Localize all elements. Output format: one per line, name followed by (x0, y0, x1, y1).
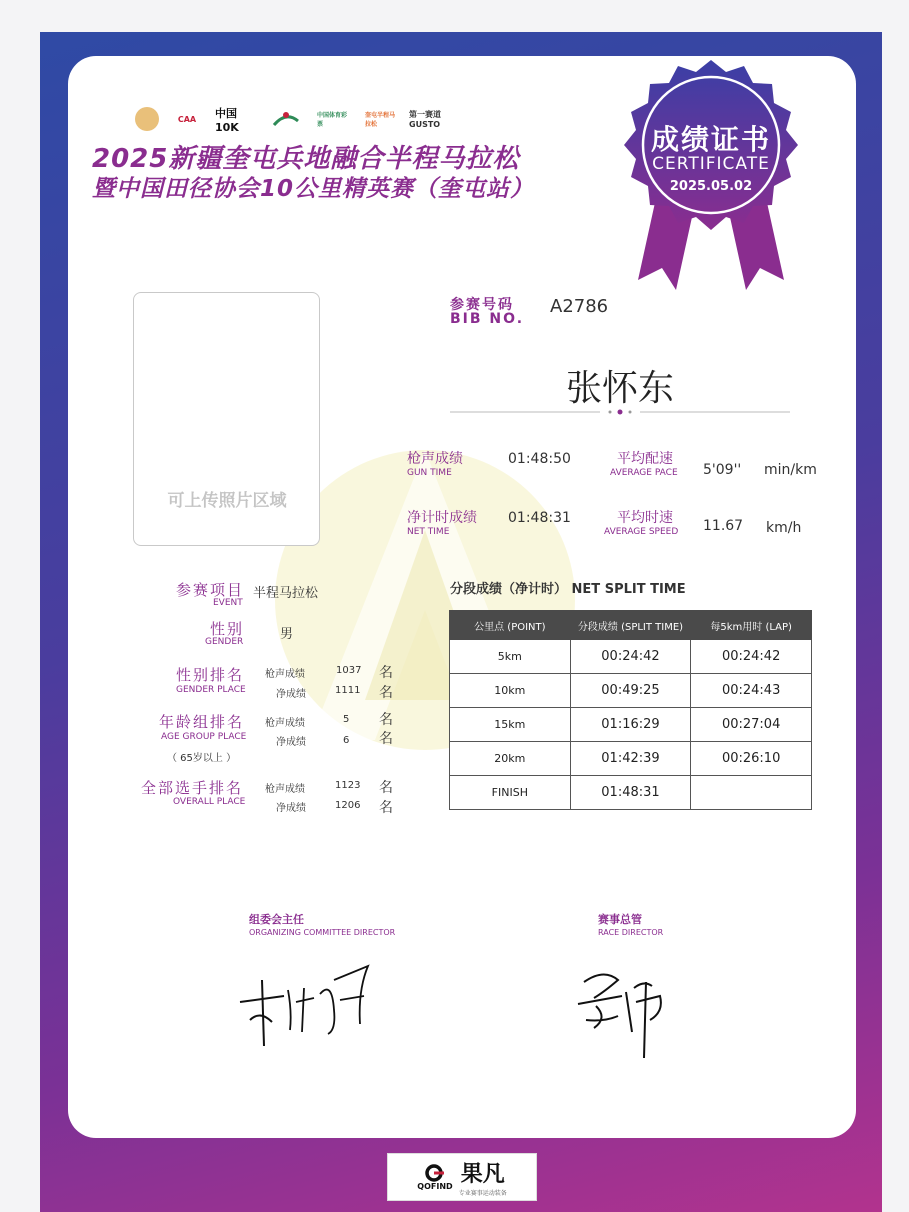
overall-gun-unit: 名 (379, 780, 393, 796)
race-director-signature (574, 962, 674, 1062)
badge-title-cn: 成绩证书 (650, 123, 771, 156)
split-point: 20km (450, 742, 571, 776)
overall-net-rank: 1206 (335, 800, 361, 811)
caa-logo: CAA (177, 114, 197, 124)
kuitun-marathon-logo: 奎屯半程马拉松 (365, 112, 396, 128)
overall-place-label-en: OVERALL PLACE (173, 797, 246, 807)
split-time: 01:42:39 (570, 742, 691, 776)
age-place-label-cn: 年龄组排名 (159, 713, 245, 731)
gender-place-label-en: GENDER PLACE (176, 685, 246, 695)
overall-gun-rank: 1123 (335, 780, 361, 791)
gender-net-rank: 1111 (335, 685, 361, 696)
badge-date: 2025.05.02 (669, 179, 753, 194)
age-net-rank: 6 (343, 735, 350, 746)
badge-title-en: CERTIFICATE (652, 154, 770, 174)
gender-place-label-cn: 性别排名 (176, 666, 245, 684)
header-point: 公里点 (POINT) (450, 611, 571, 640)
table-row (450, 776, 812, 810)
footer-brand-sub: 专业赛事运动装备 (458, 1190, 507, 1197)
race-director-title-en: RACE DIRECTOR (598, 928, 664, 937)
split-title-en: NET SPLIT TIME (571, 582, 686, 597)
gender-value: 男 (280, 627, 294, 642)
qofind-logo (417, 1164, 452, 1191)
gender-label-en: GENDER (205, 637, 244, 647)
age-net-unit: 名 (379, 731, 393, 747)
net-time-value: 01:48:31 (508, 510, 571, 526)
age-group-range: （ 65岁以上 ） (167, 753, 237, 764)
split-lap: 00:24:43 (691, 674, 812, 708)
event-label-en: EVENT (213, 598, 243, 608)
speed-label-en: AVERAGE SPEED (604, 527, 679, 537)
net-time-label-cn: 净计时成绩 (407, 510, 477, 526)
pace-label-en: AVERAGE PACE (610, 468, 678, 478)
header-lap: 每5km用时 (LAP) (691, 611, 812, 640)
gender-gun-unit: 名 (379, 665, 393, 681)
header-split-time: 分段成绩 (SPLIT TIME) (570, 611, 691, 640)
speed-unit: km/h (766, 520, 802, 536)
split-time: 01:48:31 (570, 776, 691, 810)
gusto-logo: 第一赛道 GUSTO (409, 110, 441, 129)
net-time-label-en: NET TIME (407, 527, 450, 537)
sponsor-logos (135, 104, 535, 134)
sports-lottery-logo: 中国体育彩票 (317, 112, 348, 128)
split-time: 00:24:42 (570, 640, 691, 674)
event-title-line2: 暨中国田径协会10公里精英赛（奎屯站） (92, 176, 535, 202)
speed-value: 11.67 (703, 518, 744, 534)
qofind-icon (424, 1164, 446, 1182)
split-point: 10km (450, 674, 571, 708)
certificate-badge (616, 58, 806, 294)
event-title-line1: 2025新疆奎屯兵地融合半程马拉松 (92, 144, 520, 174)
age-gun-label: 枪声成绩 (265, 718, 305, 729)
split-title-cn: 分段成绩（净计时） (450, 582, 568, 597)
overall-gun-label: 枪声成绩 (265, 784, 305, 795)
event-value: 半程马拉松 (253, 586, 319, 601)
gender-gun-rank: 1037 (336, 665, 362, 676)
china-10k-logo: 中国 10K (215, 106, 239, 134)
overall-net-unit: 名 (379, 800, 393, 816)
overall-place-label-cn: 全部选手排名 (141, 779, 244, 797)
split-time-table (449, 610, 812, 810)
gender-gun-label: 枪声成绩 (265, 669, 305, 680)
gender-net-label: 净成绩 (276, 689, 306, 700)
footer-brand-en: QOFIND (417, 1181, 453, 1191)
committee-director-signature (236, 950, 376, 1050)
split-point: 5km (450, 640, 571, 674)
gender-label-cn: 性别 (210, 620, 245, 638)
bib-number: A2786 (550, 296, 609, 317)
committee-director-title-en: ORGANIZING COMMITTEE DIRECTOR (249, 928, 396, 937)
split-time: 01:16:29 (570, 708, 691, 742)
speed-label-cn: 平均时速 (617, 510, 673, 526)
split-lap: 00:27:04 (691, 708, 812, 742)
gun-time-value: 01:48:50 (508, 451, 571, 467)
split-point: 15km (450, 708, 571, 742)
table-row (450, 708, 812, 742)
bib-label-cn: 参赛号码 (450, 297, 514, 313)
split-table-header (450, 611, 812, 640)
overall-net-label: 净成绩 (276, 803, 306, 814)
name-divider (450, 406, 790, 418)
bib-label-en: BIB NO. (450, 311, 525, 327)
footer-brand-cn: 果凡 (460, 1162, 505, 1187)
split-time: 00:49:25 (570, 674, 691, 708)
event-label-cn: 参赛项目 (176, 581, 245, 599)
pace-unit: min/km (764, 462, 817, 478)
sponsor-logo (269, 107, 303, 131)
table-row (450, 640, 812, 674)
footer-brand (387, 1153, 537, 1201)
split-table-title (450, 578, 686, 597)
table-row (450, 674, 812, 708)
split-lap: 00:24:42 (691, 640, 812, 674)
gun-time-label-cn: 枪声成绩 (407, 451, 463, 467)
pace-value: 5'09'' (703, 462, 742, 478)
table-row (450, 742, 812, 776)
split-point: FINISH (450, 776, 571, 810)
race-director-title-cn: 赛事总管 (598, 913, 642, 926)
age-net-label: 净成绩 (276, 737, 306, 748)
split-lap (691, 776, 812, 810)
photo-placeholder-text: 可上传照片区域 (167, 491, 287, 511)
pace-label-cn: 平均配速 (617, 451, 673, 467)
split-lap: 00:26:10 (691, 742, 812, 776)
sponsor-logo (135, 107, 159, 131)
age-gun-rank: 5 (343, 714, 350, 725)
gun-time-label-en: GUN TIME (407, 468, 452, 478)
committee-director-title-cn: 组委会主任 (249, 913, 304, 926)
age-place-label-en: AGE GROUP PLACE (161, 732, 247, 742)
gender-net-unit: 名 (379, 685, 393, 701)
runner-name: 张怀东 (565, 368, 674, 409)
age-gun-unit: 名 (379, 712, 393, 728)
